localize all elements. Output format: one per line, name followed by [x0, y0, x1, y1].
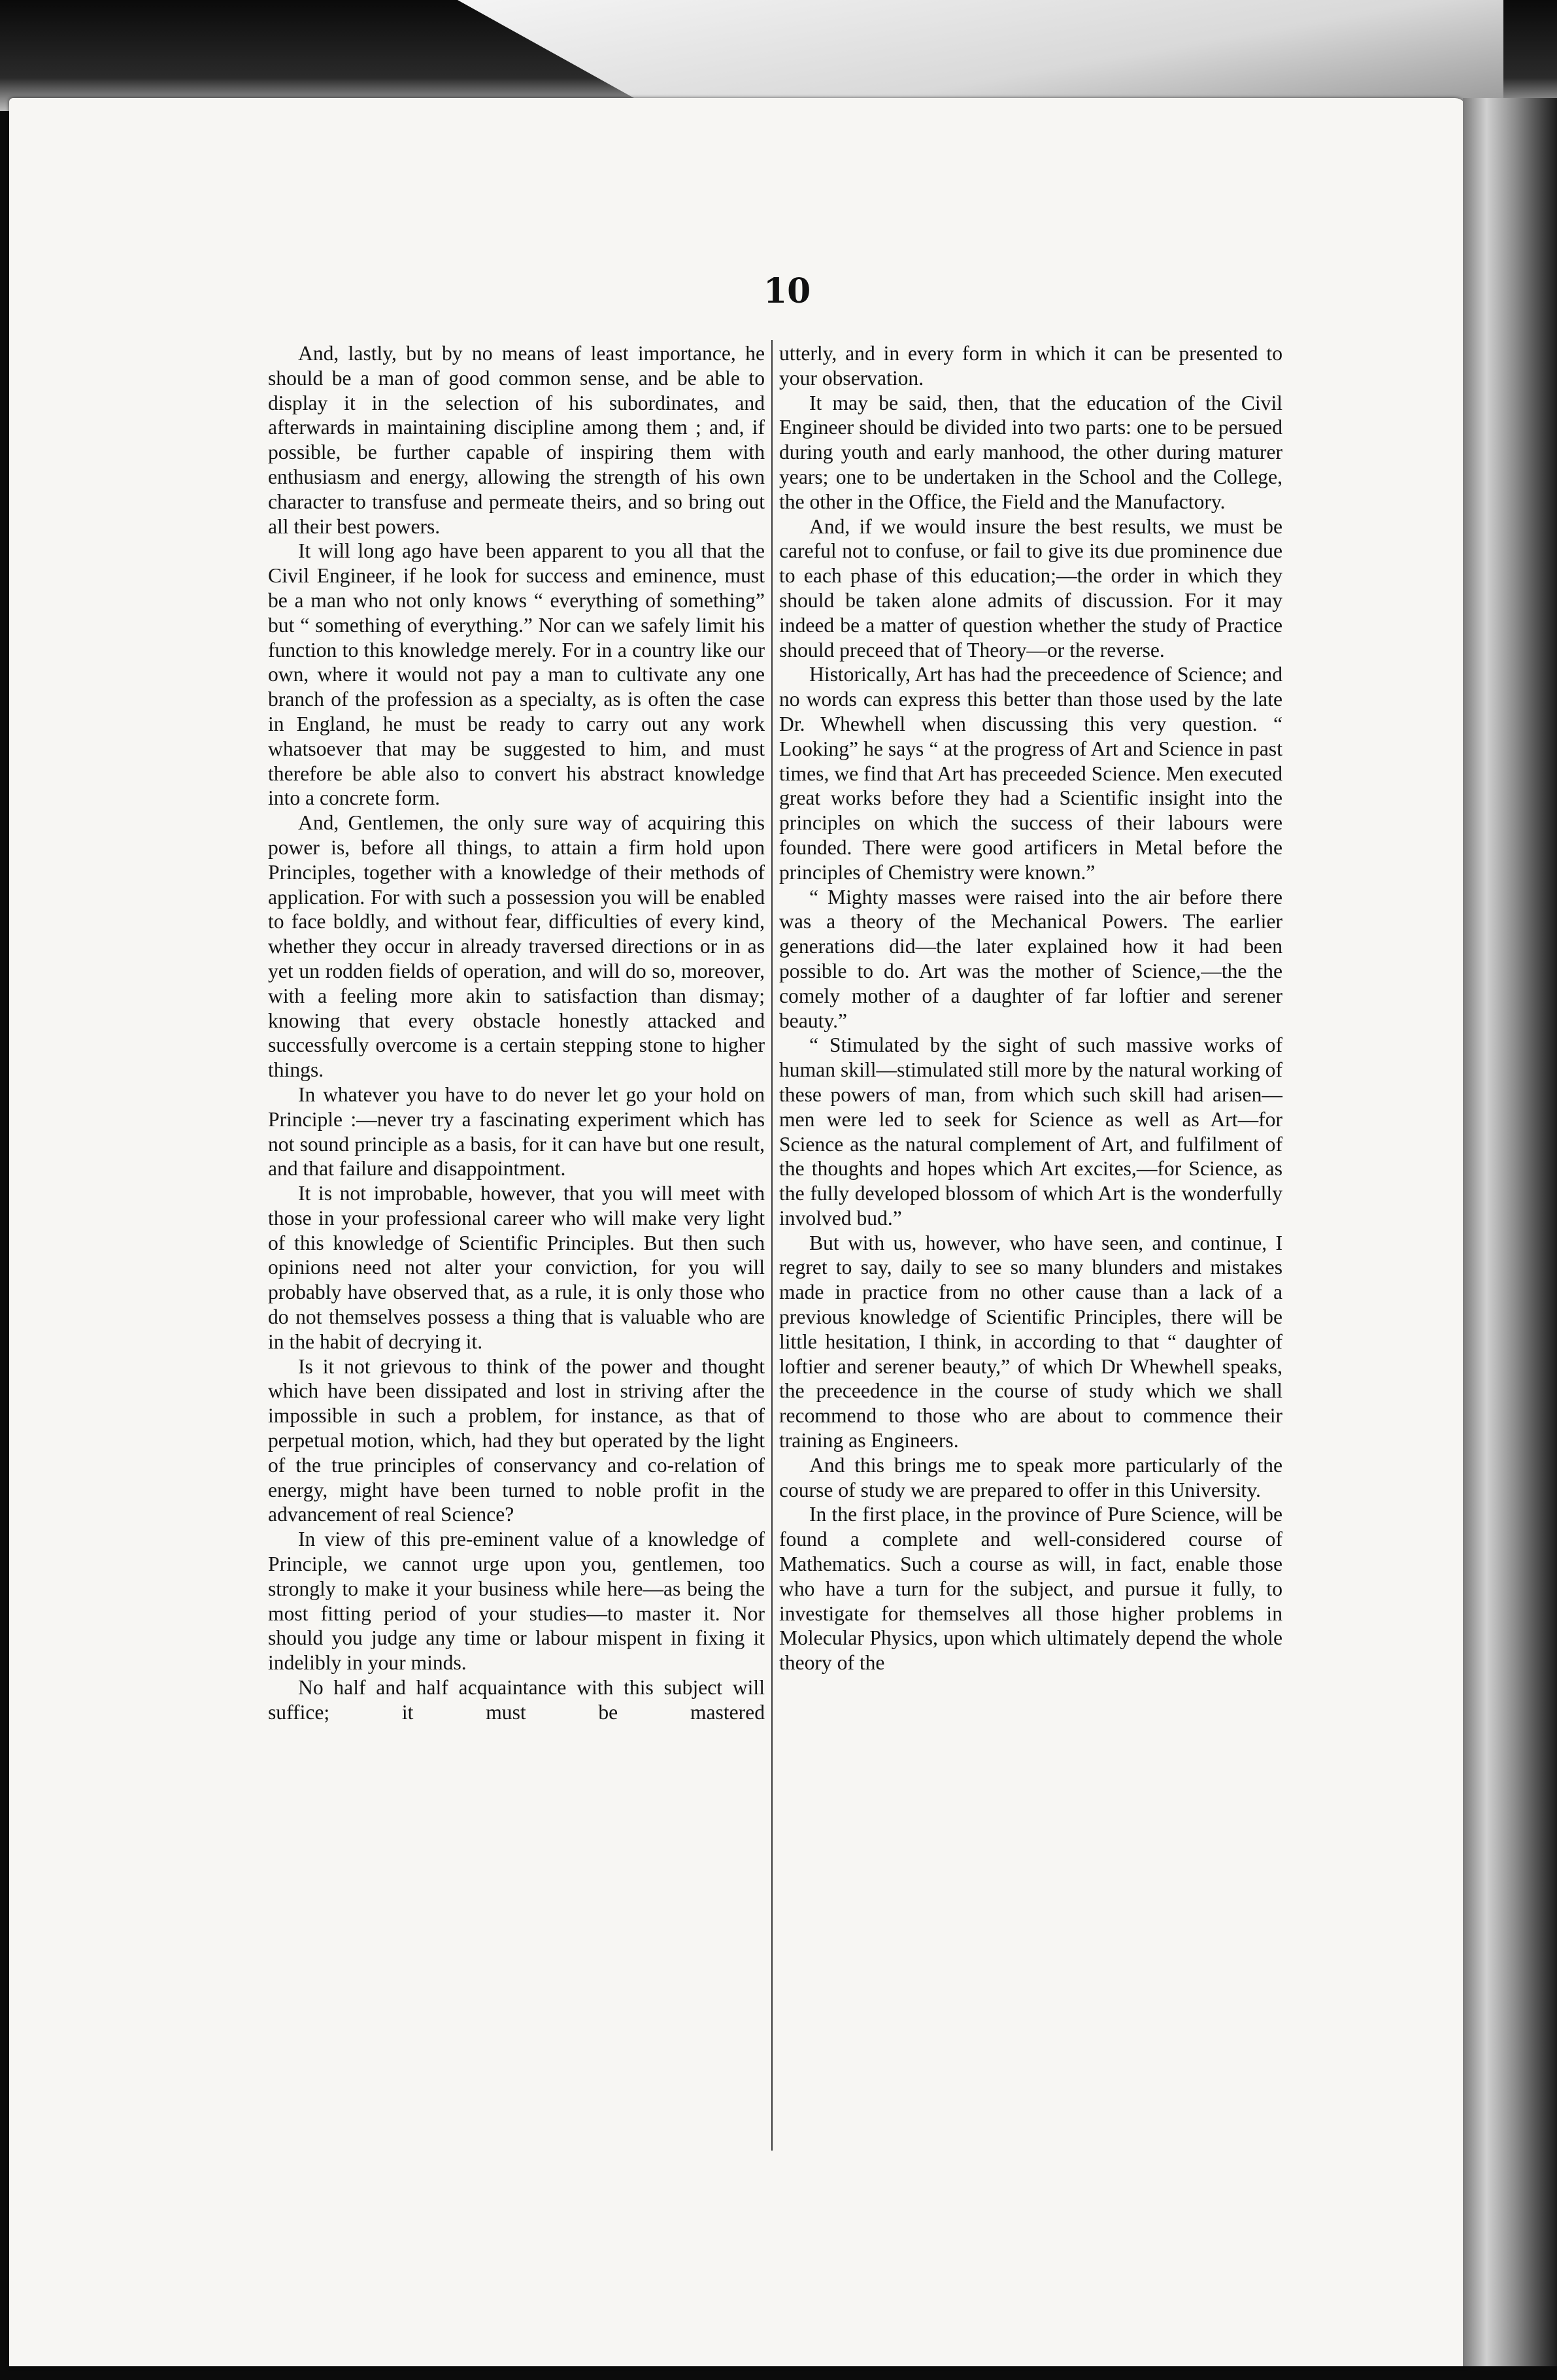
paragraph: utterly, and in every form in which it can be presented to your observation.: [779, 342, 1282, 390]
paragraph: Historically, Art has had the preceedence of Science; and no words can express this better than those used by the late Dr. Whewhell when discussing this very question. “ Looking” he says “ at the progress of Art and Science in past times, we find that Art has preceeded Science. Men executed great works before they had a Scientific insight into the principles on which the success of their labours were founded. There were good artificers in Metal before the principles of Chemistry were known.”: [779, 663, 1282, 884]
paragraph: “ Mighty masses were raised into the air before there was a theory of the Mechanical Powers. The earlier generations did—the later explained how it had been possible to do. Art was the mother of Science,—the the comely mother of a daughter of far loftier and serener beauty.”: [779, 885, 1282, 1032]
column-divider: [771, 340, 773, 2151]
scan-page-edge: [1463, 98, 1557, 2366]
paragraph: And, lastly, but by no means of least importance, he should be a man of good common sense, and be able to display it in the selection of his subordinates, and afterwards in maintaining discipline among them ; and, if possible, be further capable of inspiring them with enthusiasm and energy, allowing the strength of his own character to transfuse and permeate theirs, and so bring out all their best powers.: [268, 342, 765, 538]
page-number: 10: [763, 271, 811, 311]
paragraph: In whatever you have to do never let go your hold on Principle :—never try a fascinating experiment which has not sound principle as a basis, for it can have but one result, and that failure and disappointment.: [268, 1082, 765, 1181]
paragraph: It may be said, then, that the education of the Civil Engineer should be divided into two parts: one to be persued during youth and early manhood, the other during maturer years; one to be undertaken in the School and the College, the other in the Office, the Field and the Manufactory.: [779, 391, 1282, 513]
paragraph: And this brings me to speak more particularly of the course of study we are prepared to offer in this University.: [779, 1453, 1282, 1501]
paragraph: It will long ago have been apparent to you all that the Civil Engineer, if he look for success and eminence, must be a man who not only knows “ everything of something” but “ something of everything.” Nor can we safely limit his function to this knowledge merely. For in a country like our own, where it would not pay a man to cultivate any one branch of the profession as a specialty, as is often the case in England, he must be ready to carry out any work whatsoever that may be suggested to him, and must therefore be able also to convert his abstract knowledge into a concrete form.: [268, 539, 765, 810]
paragraph: “ Stimulated by the sight of such massive works of human skill—stimulated still more by the natural working of these powers of man, from which such skill had arisen—men were led to seek for Science as well as Art—for Science as the natural complement of Art, and fulfilment of the thoughts and hopes which Art excites,—for Science, as the fully developed blossom of which Art is the wonderfully involved bud.”: [779, 1033, 1282, 1230]
right-column: [779, 341, 1282, 1675]
paragraph: And, Gentlemen, the only sure way of acquiring this power is, before all things, to attain a firm hold upon Principles, together with a knowledge of their methods of application. For with such a possession you will be enabled to face boldly, and without fear, difficulties of every kind, whether they occur in already traversed directions or in as yet un rodden fields of operation, and will do so, moreover, with a feeling more akin to satisfaction than dismay; knowing that every obstacle honestly attacked and successfully overcome is a certain stepping stone to higher things.: [268, 811, 765, 1082]
paragraph: And, if we would insure the best results, we must be careful not to confuse, or fail to give its due prominence due to each phase of this education;—the order in which they should be taken alone admits of discussion. For it may indeed be a matter of question whether the study of Practice should preceed that of Theory—or the reverse.: [779, 514, 1282, 662]
paragraph: No half and half acquaintance with this subject will suffice; it must be mastered: [268, 1676, 765, 1724]
paragraph: In the first place, in the province of Pure Science, will be found a complete and well-considered course of Mathematics. Such a course as will, in fact, enable those who have a turn for the subject, and pursue it fully, to investigate for themselves all those higher problems in Molecular Physics, upon which ultimately depend the whole theory of the: [779, 1503, 1282, 1675]
paragraph: In view of this pre-eminent value of a knowledge of Principle, we cannot urge upon you, gentlemen, too strongly to make it your business while here—as being the most fitting period of your studies—to master it. Nor should you judge any time or labour mispent in fixing it indelibly in your minds.: [268, 1528, 765, 1675]
paragraph: It is not improbable, however, that you will meet with those in your professional career who will make very light of this knowledge of Scientific Principles. But then such opinions need not alter your conviction, for you will probably have observed that, as a rule, it is only those who do not themselves possess a thing that is valuable who are in the habit of decrying it.: [268, 1182, 765, 1353]
paragraph: But with us, however, who have seen, and continue, I regret to say, daily to see so many blunders and mistakes made in practice from no other cause than a lack of a previous knowledge of Scientific Principles, there will be little hesitation, I think, in according to that “ daughter of loftier and serener beauty,” of which Dr Whewhell speaks, the preceedence in the course of study which we shall recommend to those who are about to commence their training as Engineers.: [779, 1231, 1282, 1452]
paragraph: Is it not grievous to think of the power and thought which have been dissipated and lost in striving after the impossible in such a problem, for instance, as that of perpetual motion, which, had they but operated by the light of the true principles of conservancy and co-relation of energy, might have been turned to noble profit in the advancement of real Science?: [268, 1354, 765, 1526]
left-column: [268, 341, 765, 1725]
